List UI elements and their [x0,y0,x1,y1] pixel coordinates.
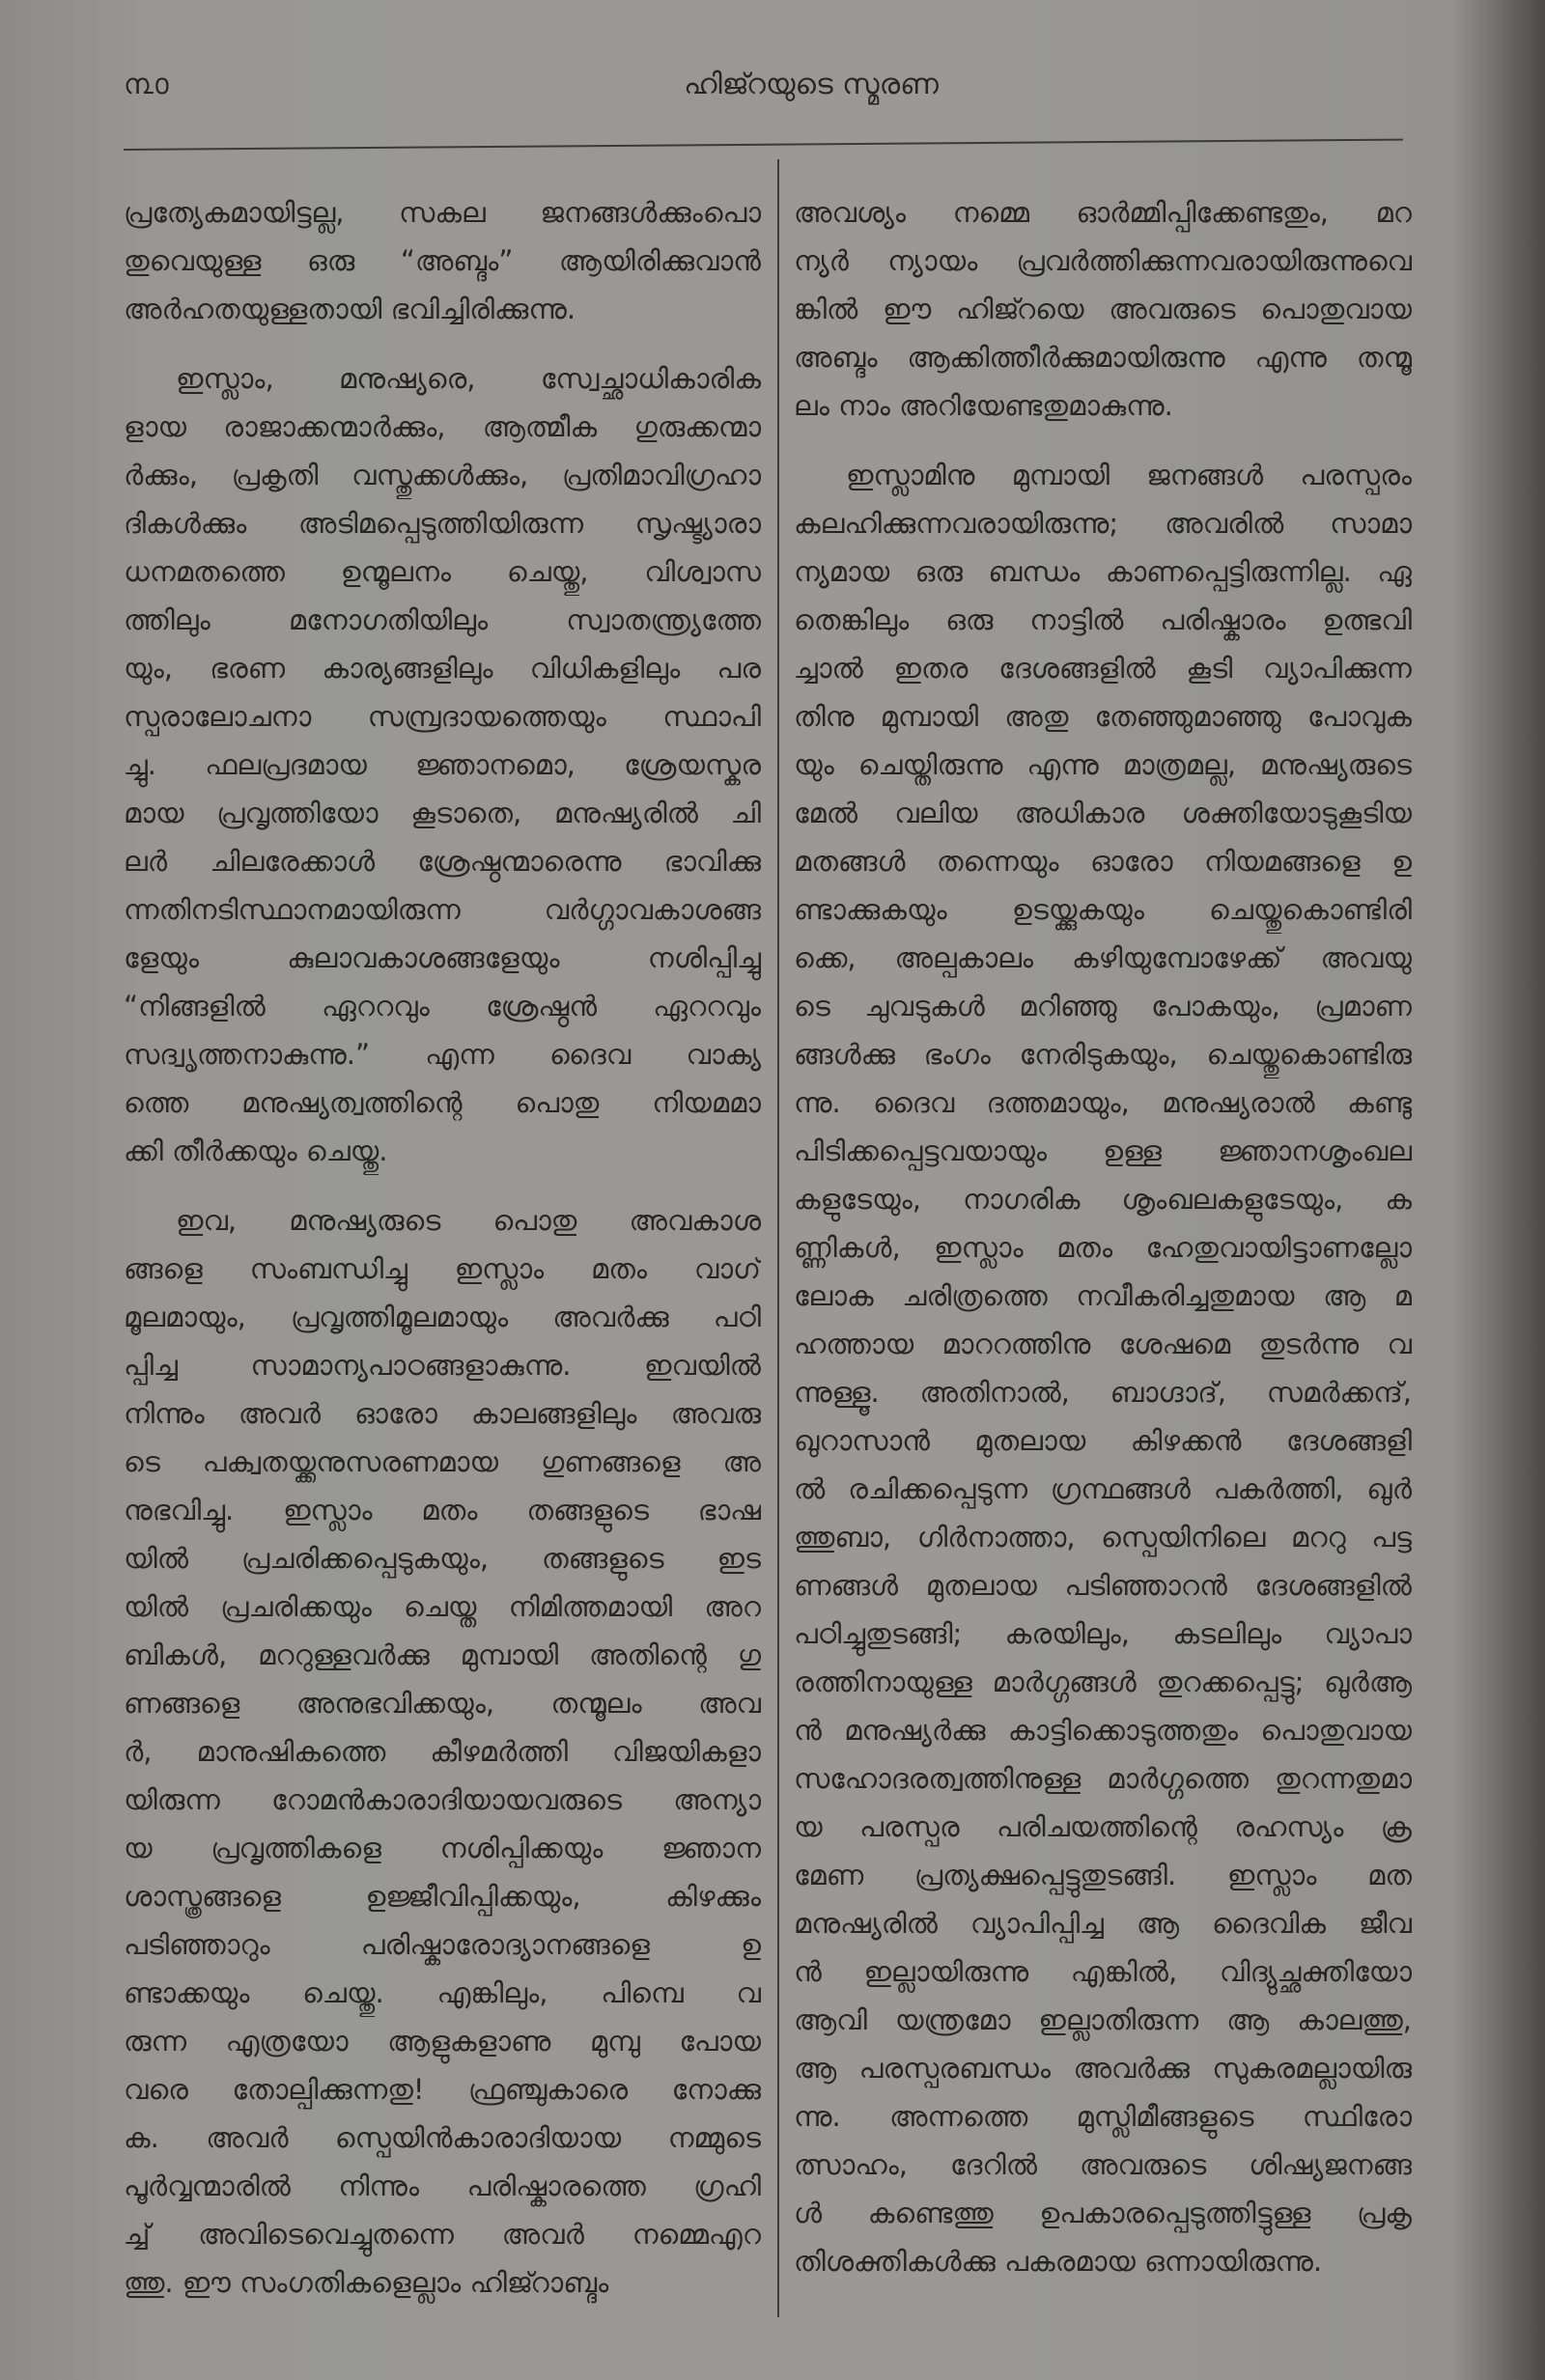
text-line: ളായ രാജാക്കന്മാർക്കും, ആത്മീക ഗുരുക്കന്മാ [124,410,761,443]
text-line: മതങ്ങൾ തന്നെയും ഓരോ നിയമങ്ങളെ ഉ [794,845,1412,878]
text-line: പൂർവ്വന്മാരിൽ നിന്നും പരിഷ്കാരത്തെ ഗ്രഹി [124,2170,761,2202]
text-line: മനുഷ്യരിൽ വ്യാപിപ്പിച്ച ആ ദൈവിക ജീവ [794,1907,1412,1940]
text-line: ങ്ങൾക്കു ഭംഗം നേരിടുകയും, ചെയ്തുകൊണ്ടിരു [794,1038,1412,1071]
text-line: മൂലമായും, പ്രവൃത്തിമൂലമായും അവർക്കു പഠി [124,1301,761,1333]
text-line: ന്നതിനടിസ്ഥാനമായിരുന്ന വർഗ്ഗാവകാശങ്ങ [124,893,761,926]
text-line: യും, ഭരണ കാര്യങ്ങളിലും വിധികളിലും പര [124,652,761,685]
column-divider [777,159,779,2317]
right-column [794,188,1412,2285]
text-line: ഇസ്ലാം, മനുഷ്യരെ, സ്വേച്ഛാധികാരിക [176,362,761,395]
text-line: ന്യർ ന്യായം പ്രവർത്തിക്കുന്നവരായിരുന്നുവെ [794,244,1412,277]
text-line: ടെ പക്വതയ്ക്കനുസരണമായ ഗുണങ്ങളെ അ [124,1445,761,1478]
text-line: ങ്ങളെ സംബന്ധിച്ചു ഇസ്ലാം മതം വാഗ് [124,1252,761,1285]
text-line: ച്ച് അവിടെവെച്ചുതന്നെ അവർ നമ്മെഎറ [124,2218,761,2251]
text-line: ലം നാം അറിയേണ്ടതുമാകുന്നു. [794,389,1173,422]
paragraph [124,188,761,333]
text-line: ണങ്ങളെ അനുഭവിക്കയും, തന്മൂലം അവ [124,1687,761,1720]
text-line: സ്പരാലോചനാ സമ്പ്രദായത്തെയും സ്ഥാപി [124,700,761,733]
text-line: യും ചെയ്തിരുന്നു എന്നു മാത്രമല്ല, മനുഷ്യരുടെ [794,748,1412,781]
text-line: മായ പ്രവൃത്തിയോ കൂടാതെ, മനുഷ്യരിൽ ചി [124,797,761,829]
text-line: ണ്ണികൾ, ഇസ്ലാം മതം ഹേതുവായിട്ടാണല്ലോ [794,1231,1412,1264]
text-line: തിനു മുമ്പായി അതു തേഞ്ഞുമാഞ്ഞു പോവുക [794,700,1412,733]
text-line: തിശക്തികൾക്കു പകരമായ ഒന്നായിരുന്നു. [794,2245,1323,2278]
text-line: ൽ രചിക്കപ്പെടുന്ന ഗ്രന്ഥങ്ങൾ പകർത്തി, ഖുർ [794,1472,1412,1505]
text-line: ർ, മാനുഷികത്തെ കീഴമർത്തി വിജയികളാ [124,1735,761,1768]
text-line: ലോക ചരിത്രത്തെ നവീകരിച്ചതുമായ ആ മ [794,1279,1412,1312]
text-line: ൻ ഇല്ലായിരുന്നു എങ്കിൽ, വിദ്യുച്ഛക്തിയോ [794,1955,1412,1988]
text-line: അർഹതയുള്ളതായി ഭവിച്ചിരിക്കുന്നു. [124,293,576,325]
text-line: ൻ മനുഷ്യർക്കു കാട്ടിക്കൊടുത്തതും പൊതുവായ [794,1714,1412,1747]
page-number: ൩൦ [124,68,169,101]
text-line: ളേയും കുലാവകാശങ്ങളേയും നശിപ്പിച്ചു [124,941,761,974]
text-line: പഠിച്ചുതുടങ്ങി; കരയിലും, കടലിലും വ്യാപാ [794,1617,1412,1650]
text-line: പ്രത്യേകമായിട്ടല്ല, സകല ജനങ്ങൾക്കുംപൊ [124,196,761,229]
text-line: കലഹിക്കുന്നവരായിരുന്നു; അവരിൽ സാമാ [794,507,1412,540]
text-line: യിരുന്ന റോമൻകാരാദിയായവരുടെ അന്യാ [124,1783,761,1816]
text-line: ർക്കും, പ്രകൃതി വസ്തുക്കൾക്കും, പ്രതിമാവിഗ്രഹാ [124,459,761,491]
text-line: ക്കെ, അല്പകാലം കഴിയുമ്പോഴേക്ക് അവയു [794,941,1412,974]
text-line: ആവി യന്ത്രമോ ഇല്ലാതിരുന്ന ആ കാലത്തു, [794,2003,1412,2036]
text-line: കളുടേയും, നാഗരിക ശൃംഖലകളുടേയും, ക [794,1183,1412,1216]
text-line: ണ്ടാക്കയും ചെയ്തു. എങ്കിലും, പിമ്പെ വ [124,1976,761,2009]
text-line: “നിങ്ങളിൽ ഏററവും ശ്രേഷ്ഠൻ ഏററവും [124,990,761,1022]
text-line: ങ്കിൽ ഈ ഹിജ്റയെ അവരുടെ പൊതുവായ [794,293,1412,325]
text-line: ക. അവർ സ്പെയിൻകാരാദിയായ നമ്മുടെ [124,2121,761,2154]
text-line: വരെ തോല്പിക്കുന്നതു! ഫ്രഞ്ചുകാരെ നോക്കു [124,2073,761,2106]
text-line: ധനമതത്തെ ഉന്മൂലനം ചെയ്തു, വിശ്വാസ [124,555,761,588]
text-line: മേൽ വലിയ അധികാര ശക്തിയോടുകൂടിയ [794,797,1412,829]
paragraph [124,1196,761,2307]
running-title: ഹിജ്റയുടെ സ്മരണ [684,68,939,101]
text-line: സദ്വൃത്തനാകുന്നു.” എന്ന ദൈവ വാക്യ [124,1038,761,1071]
text-line: യ പ്രവൃത്തികളെ നശിപ്പിക്കയും ജ്ഞാന [124,1832,761,1864]
text-line: ത്തെ മനുഷ്യത്വത്തിന്റെ പൊതു നിയമമാ [124,1086,761,1119]
text-line: ച്ചാൽ ഇതര ദേശങ്ങളിൽ കൂടി വ്യാപിക്കുന്ന [794,652,1412,685]
text-line: നിന്നും അവർ ഓരോ കാലങ്ങളിലും അവരു [124,1397,761,1430]
text-line: നുഭവിച്ചു. ഇസ്ലാം മതം തങ്ങളുടെ ഭാഷ [124,1494,761,1526]
text-line: മേണ പ്രത്യക്ഷപ്പെട്ടുതുടങ്ങി. ഇസ്ലാം മത [794,1859,1412,1891]
text-line: അവശ്യം നമ്മെ ഓർമ്മിപ്പിക്കേണ്ടതും, മറ [794,196,1412,229]
text-line: ണ്ടാക്കുകയും ഉടയ്ക്കുകയും ചെയ്തുകൊണ്ടിരി [794,893,1412,926]
text-line: ത്സാഹം, ദേറിൽ അവരുടെ ശിഷ്യജനങ്ങ [794,2148,1412,2181]
text-line: ഇവ, മനുഷ്യരുടെ പൊതു അവകാശ [176,1204,761,1237]
text-line: തെങ്കിലും ഒരു നാട്ടിൽ പരിഷ്കാരം ഉത്ഭവി [794,603,1412,636]
text-line: യിൽ പ്രചരിക്കപ്പെടുകയും, തങ്ങളുടെ ഇട [124,1542,761,1575]
text-line: യ പരസ്പര പരിചയത്തിന്റെ രഹസ്യം ക്ര [794,1810,1412,1843]
text-line: ത്തു. ഈ സംഗതികളെല്ലാം ഹിജ്റാബ്ദം [124,2266,609,2299]
text-line: ക്കി തീർക്കയും ചെയ്തു. [124,1134,388,1167]
text-line: ണങ്ങൾ മുതലായ പടിഞ്ഞാറൻ ദേശങ്ങളിൽ [794,1569,1412,1602]
header-rule [124,139,1403,151]
text-line: ത്തിലും മനോഗതിയിലും സ്വാതന്ത്ര്യത്തേ [124,603,761,636]
text-line: അബ്ദം ആക്കിത്തീർക്കുമായിരുന്നു എന്നു തന്മൂ [794,341,1412,374]
text-line: യിൽ പ്രചരിക്കയും ചെയ്ത നിമിത്തമായി അറ [124,1590,761,1623]
text-line: ത്തുബാ, ഗിർനാത്താ, സ്പെയിനിലെ മററു പട്ട [794,1521,1412,1554]
text-line: ഖുറാസാൻ മുതലായ കിഴക്കൻ ദേശങ്ങളി [794,1424,1412,1457]
text-line: പടിഞ്ഞാറും പരിഷ്കാരോദ്യാനങ്ങളെ ഉ [124,1928,761,1961]
left-column [124,188,761,2307]
text-line: ന്യമായ ഒരു ബന്ധം കാണപ്പെട്ടിരുന്നില്ല. ഏ [794,555,1412,588]
text-line: രുന്ന എത്രയോ ആളുകളാണു മുമ്പു പോയ [124,2025,761,2058]
text-line: ന്നു. ദൈവ ദത്തമായും, മനുഷ്യരാൽ കണ്ടു [794,1086,1412,1119]
paragraph [124,354,761,1175]
text-line: ന്നുള്ളൂ. അതിനാൽ, ബാഗ്ദാദ്, സമർക്കന്ദ്, [794,1376,1412,1409]
text-line: ൾ കണ്ടെത്തു ഉപകാരപ്പെടുത്തിട്ടുള്ള പ്രകൃ [794,2197,1412,2229]
paragraph [794,451,1412,2285]
text-line: സഹോദരത്വത്തിനുള്ള മാർഗ്ഗത്തെ തുറന്നതുമാ [794,1762,1412,1795]
text-line: ച്ചു. ഫലപ്രദമായ ജ്ഞാനമൊ, ശ്രേയസ്കര [124,748,761,781]
paragraph [794,188,1412,430]
text-line: പ്പിച്ച സാമാന്യപാഠങ്ങളാകുന്നു. ഇവയിൽ [124,1349,761,1382]
text-line: തുവെയുള്ള ഒരു “അബ്ദം” ആയിരിക്കുവാൻ [124,244,761,277]
text-line: ആ പരസ്പരബന്ധം അവർക്കു സുകരമല്ലായിരു [794,2052,1412,2085]
text-line: ഹത്തായ മാററത്തിനു ശേഷമെ തുടർന്നു വ [794,1328,1412,1360]
text-line: ന്നു. അന്നത്തെ മുസ്ലിമീങ്ങളുടെ സ്ഥിരോ [794,2100,1412,2133]
text-line: ലർ ചിലരേക്കാൾ ശ്രേഷ്ഠന്മാരെന്നു ഭാവിക്കു [124,845,761,878]
text-line: ടെ ചുവടുകൾ മറിഞ്ഞു പോകയും, പ്രമാണ [794,990,1412,1022]
text-line: ബികൾ, മററുള്ളവർക്കു മുമ്പായി അതിന്റെ ഗു [124,1638,761,1671]
text-line: ദികൾക്കും അടിമപ്പെടുത്തിയിരുന്ന സൃഷ്ട്യാരാ [124,507,761,540]
text-line: രത്തിനായുള്ള മാർഗ്ഗങ്ങൾ തുറക്കപ്പെട്ടു; ഖുർആ [794,1666,1412,1698]
text-line: ഇസ്ലാമിനു മുമ്പായി ജനങ്ങൾ പരസ്പരം [846,459,1412,491]
text-line: ശാസ്ത്രങ്ങളെ ഉജ്ജീവിപ്പിക്കയും, കിഴക്കും [124,1880,761,1913]
text-line: പിടിക്കപ്പെട്ടവയായും ഉള്ള ജ്ഞാനശൃംഖല [794,1134,1412,1167]
